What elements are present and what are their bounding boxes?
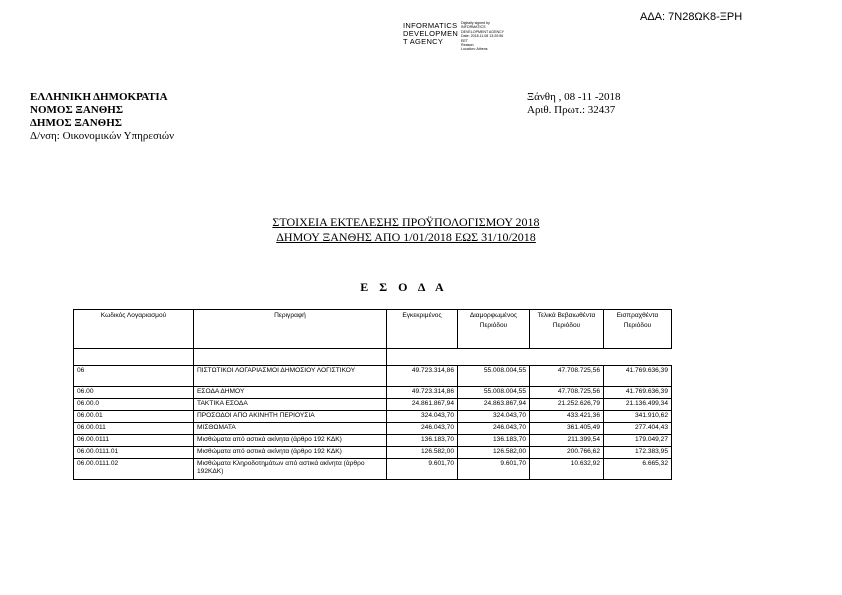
stamp-line: T AGENCY bbox=[403, 37, 444, 46]
signature-detail-line: Reason: bbox=[461, 43, 475, 48]
table-spacer-row bbox=[74, 349, 672, 366]
collected-cell: 341.910,62 bbox=[604, 411, 672, 423]
collected-cell: 6.665,32 bbox=[604, 459, 672, 480]
code-cell: 06.00 bbox=[74, 387, 194, 399]
certified-cell: 10.632,92 bbox=[530, 459, 604, 480]
certified-cell: 361.405,49 bbox=[530, 423, 604, 435]
department-name: Δ/νση: Οικονομικών Υπηρεσιών bbox=[30, 130, 175, 142]
description-cell: Μισθώματα Κληροδοτημάτων από αστικά ακίνητα (άρθρο 192ΚΔΚ) bbox=[194, 459, 387, 480]
approved-cell: 9.601,70 bbox=[387, 459, 458, 480]
approved-cell: 49.723.314,86 bbox=[387, 387, 458, 399]
stamp-line: INFORMATICS bbox=[403, 21, 458, 30]
approved-cell: 49.723.314,86 bbox=[387, 366, 458, 387]
revenue-table bbox=[73, 309, 672, 480]
signature-detail-line: DEVELOPMENT AGENCY bbox=[461, 29, 505, 34]
description-cell: ΜΙΣΘΩΜΑΤΑ bbox=[194, 423, 387, 435]
code-cell: 06.00.011 bbox=[74, 423, 194, 435]
ada-code: ΑΔΑ: 7Ν28ΩΚ8-ΞΡΗ bbox=[640, 11, 743, 23]
empty-cell bbox=[604, 349, 672, 366]
signature-details bbox=[461, 21, 504, 52]
country-name: ΕΛΛΗΝΙΚΗ ΔΗΜΟΚΡΑΤΙΑ bbox=[30, 91, 168, 103]
adjusted-cell: 126.582,00 bbox=[458, 447, 530, 459]
adjusted-cell: 136.183,70 bbox=[458, 435, 530, 447]
approved-cell: 24.861.867,94 bbox=[387, 399, 458, 411]
header-certified: Τελικά Βεβαιωθέντα Περιόδου bbox=[530, 310, 604, 349]
collected-cell: 21.136.499,34 bbox=[604, 399, 672, 411]
certified-cell: 47.708.725,56 bbox=[530, 366, 604, 387]
certified-cell: 47.708.725,56 bbox=[530, 387, 604, 399]
stamp-line: DEVELOPMEN bbox=[403, 29, 459, 38]
description-cell: Μισθώματα από αστικά ακίνητα (άρθρο 192 ΚΔΚ) bbox=[194, 435, 387, 447]
signature-detail-line: Digitally signed by bbox=[461, 21, 490, 25]
title-line: ΣΤΟΙΧΕΙΑ ΕΚΤΕΛΕΣΗΣ ΠΡΟΫΠΟΛΟΓΙΣΜΟΥ 2018 bbox=[272, 215, 540, 229]
table-row bbox=[74, 447, 672, 459]
header-adjusted: Διαμορφωμένος Περιόδου bbox=[458, 310, 530, 349]
reference-block bbox=[527, 91, 621, 117]
description-cell: ΕΣΟΔΑ ΔΗΜΟΥ bbox=[194, 387, 387, 399]
title-line: ΔΗΜΟΥ ΞΑΝΘΗΣ ΑΠΟ 1/01/2018 ΕΩΣ 31/10/2018 bbox=[276, 230, 536, 244]
code-cell: 06.00.0 bbox=[74, 399, 194, 411]
certified-cell: 21.252.626,79 bbox=[530, 399, 604, 411]
table-row bbox=[74, 435, 672, 447]
approved-cell: 136.183,70 bbox=[387, 435, 458, 447]
certified-cell: 200.766,62 bbox=[530, 447, 604, 459]
empty-cell bbox=[458, 349, 530, 366]
empty-cell bbox=[530, 349, 604, 366]
adjusted-cell: 24.863.867,94 bbox=[458, 399, 530, 411]
header-approved: Εγκεκριμένος bbox=[387, 310, 458, 349]
description-cell: ΠΡΟΣΟΔΟΙ ΑΠΟ ΑΚΙΝΗΤΗ ΠΕΡΙΟΥΣΙΑ bbox=[194, 411, 387, 423]
collected-cell: 179.049,27 bbox=[604, 435, 672, 447]
issuer-block bbox=[30, 91, 174, 143]
signature-detail-line: INFORMATICS bbox=[461, 25, 486, 30]
table-header-row bbox=[74, 310, 672, 349]
table-row bbox=[74, 366, 672, 387]
adjusted-cell: 246.043,70 bbox=[458, 423, 530, 435]
table-row bbox=[74, 423, 672, 435]
adjusted-cell: 55.008.004,55 bbox=[458, 387, 530, 399]
document-date: Ξάνθη , 08 -11 -2018 bbox=[527, 91, 621, 103]
header-collected: Εισπραχθέντα Περιόδου bbox=[604, 310, 672, 349]
collected-cell: 277.404,43 bbox=[604, 423, 672, 435]
empty-cell bbox=[74, 349, 194, 366]
signature-detail-line: EET bbox=[461, 38, 468, 43]
table-row bbox=[74, 387, 672, 399]
section-heading: Ε Σ Ο Δ Α bbox=[360, 280, 448, 294]
table-row bbox=[74, 411, 672, 423]
table-row bbox=[74, 459, 672, 480]
approved-cell: 246.043,70 bbox=[387, 423, 458, 435]
table-row bbox=[74, 399, 672, 411]
description-cell: ΤΑΚΤΙΚΑ ΕΣΟΔΑ bbox=[194, 399, 387, 411]
empty-cell bbox=[387, 349, 458, 366]
code-cell: 06.00.0111.02 bbox=[74, 459, 194, 480]
code-cell: 06 bbox=[74, 366, 194, 387]
collected-cell: 41.769.636,39 bbox=[604, 387, 672, 399]
approved-cell: 126.582,00 bbox=[387, 447, 458, 459]
code-cell: 06.00.0111 bbox=[74, 435, 194, 447]
adjusted-cell: 324.043,70 bbox=[458, 411, 530, 423]
approved-cell: 324.043,70 bbox=[387, 411, 458, 423]
header-description: Περιγραφή bbox=[194, 310, 387, 349]
signature-detail-line: Date: 2018.11.08 13:20:56 bbox=[461, 34, 504, 39]
digital-signature-stamp bbox=[403, 22, 458, 46]
prefecture-name: ΝΟΜΟΣ ΞΑΝΘΗΣ bbox=[30, 104, 124, 116]
collected-cell: 41.769.636,39 bbox=[604, 366, 672, 387]
document-title bbox=[0, 215, 812, 245]
protocol-number: Αριθ. Πρωτ.: 32437 bbox=[527, 104, 616, 116]
collected-cell: 172.383,95 bbox=[604, 447, 672, 459]
header-code: Κωδικός Λογαριασμού bbox=[74, 310, 194, 349]
adjusted-cell: 55.008.004,55 bbox=[458, 366, 530, 387]
certified-cell: 211.399,54 bbox=[530, 435, 604, 447]
description-cell: ΠΙΣΤΩΤΙΚΟΙ ΛΟΓΑΡΙΑΣΜΟΙ ΔΗΜΟΣΙΟΥ ΛΟΓΙΣΤΙΚΟΥ bbox=[194, 366, 387, 387]
signature-detail-line: Location: Athens bbox=[461, 47, 488, 52]
code-cell: 06.00.0111.01 bbox=[74, 447, 194, 459]
description-cell: Μισθώματα από αστικά ακίνητα (άρθρο 192 ΚΔΚ) bbox=[194, 447, 387, 459]
certified-cell: 433.421,36 bbox=[530, 411, 604, 423]
code-cell: 06.00.01 bbox=[74, 411, 194, 423]
municipality-name: ΔΗΜΟΣ ΞΑΝΘΗΣ bbox=[30, 117, 122, 129]
empty-cell bbox=[194, 349, 387, 366]
adjusted-cell: 9.601,70 bbox=[458, 459, 530, 480]
